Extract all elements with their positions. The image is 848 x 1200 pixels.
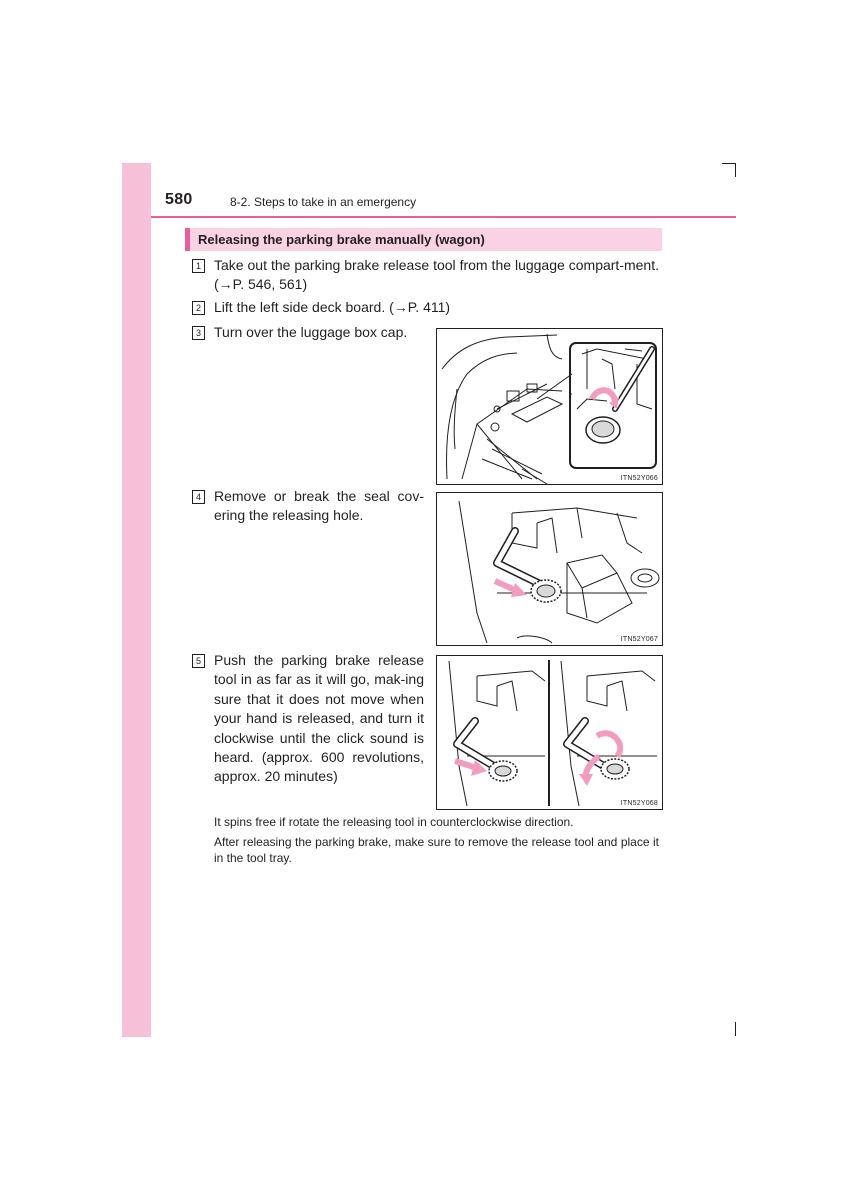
header-rule xyxy=(151,216,736,218)
section-title-marker xyxy=(185,228,190,251)
figure-turn-release-tool xyxy=(436,655,663,810)
crop-mark-top xyxy=(722,163,736,164)
step-text-3: Turn over the luggage box cap. xyxy=(214,324,408,340)
section-reference: 8-2. Steps to take in an emergency xyxy=(230,195,417,209)
step-text-1: Take out the parking brake release tool from the luggage compart-ment. (→P. 546, 561) xyxy=(214,257,659,293)
figure-luggage-box-cap xyxy=(436,328,663,485)
figure-releasing-hole xyxy=(436,492,663,646)
step-number-5: 5 xyxy=(192,654,205,668)
figure-code-3: ITN52Y068 xyxy=(620,800,658,807)
note-spin-free: It spins free if rotate the releasing tool in counterclockwise direction. xyxy=(214,815,574,829)
side-tab xyxy=(122,163,151,1037)
step-text-5: Push the parking brake release tool in as far as it will go, mak-ing sure that it does not move when your hand is released, and turn it clockwise until the click sound is heard. (approx. 600 revolutions, approx. 20 minutes) xyxy=(214,652,424,785)
section-title-bar xyxy=(185,228,662,251)
crop-mark-top-vertical xyxy=(735,163,736,177)
note-remove-tool: After releasing the parking brake, make sure to remove the release tool and place it in the tool tray. xyxy=(214,835,659,865)
step-number-1: 1 xyxy=(192,259,205,273)
luggage-area-illustration xyxy=(437,329,662,484)
step-number-4: 4 xyxy=(192,490,205,504)
crop-mark-bottom xyxy=(735,1022,736,1036)
figure-code-2: ITN52Y067 xyxy=(620,636,658,643)
section-title: Releasing the parking brake manually (wagon) xyxy=(198,232,485,247)
step-text-2: Lift the left side deck board. (→P. 411) xyxy=(214,299,451,315)
step-number-2: 2 xyxy=(192,301,205,315)
releasing-hole-illustration xyxy=(437,493,662,645)
page-number: 580 xyxy=(165,191,193,208)
figure-code-1: ITN52Y066 xyxy=(620,475,658,482)
turn-tool-illustration xyxy=(437,656,662,809)
step-number-3: 3 xyxy=(192,326,205,340)
step-text-4: Remove or break the seal cov-ering the releasing hole. xyxy=(214,488,424,524)
